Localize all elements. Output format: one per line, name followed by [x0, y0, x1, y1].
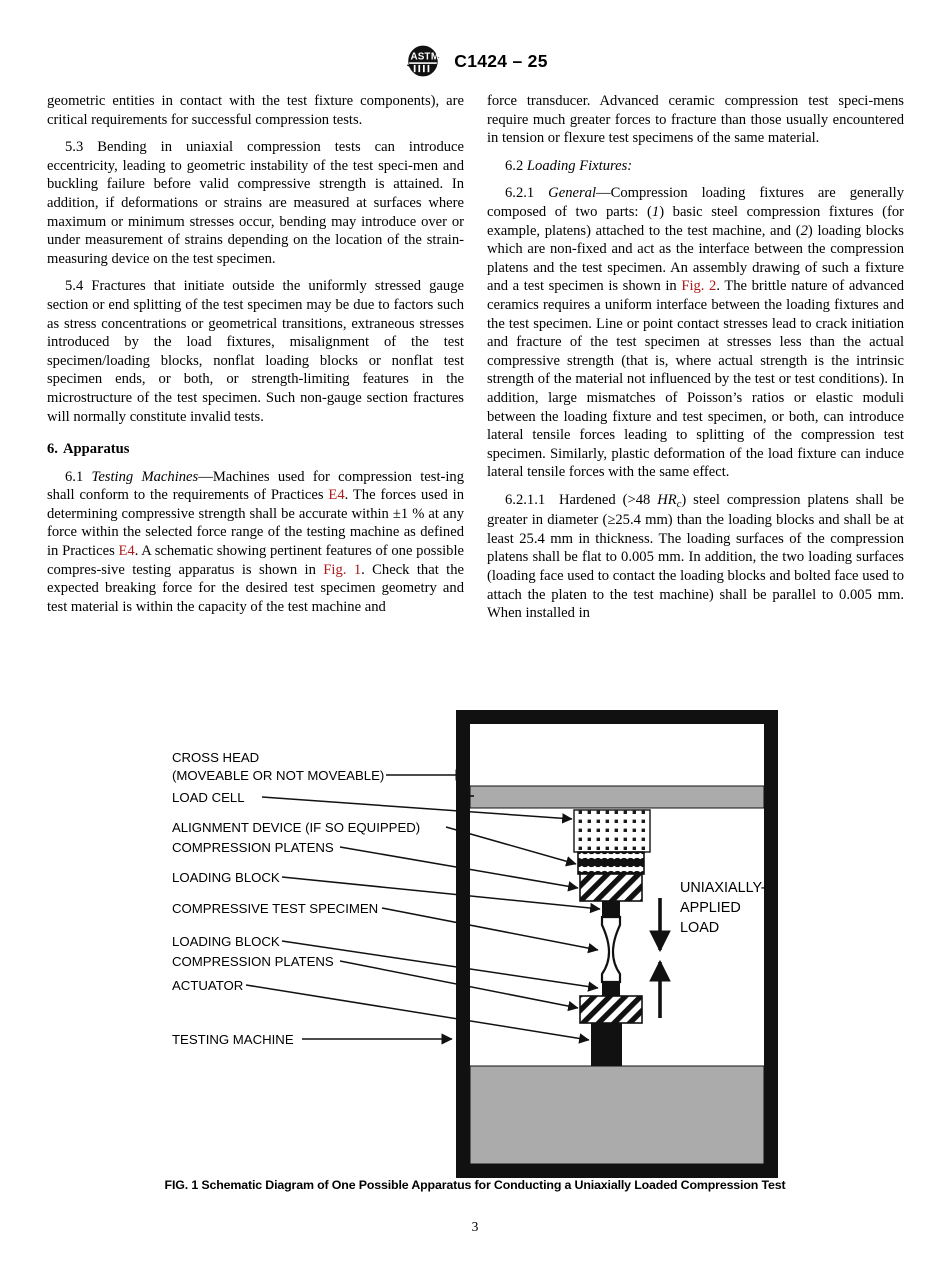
paragraph-continuation-right: force transducer. Advanced ceramic compression test speci-mens require much greater forces to fracture than those usually encountered in tension or flexure test specimens of the same material.	[487, 93, 904, 147]
paragraph-6-1-number: 6.1	[65, 468, 84, 485]
loading-block-lower-component	[602, 982, 620, 996]
paragraph-6-1-text-d: . Check that the expected breaking force for the desired test specimen geometry and test material is within the capacity of the test machine and	[47, 561, 464, 615]
paragraph-6-2-title: Loading Fixtures:	[526, 157, 633, 174]
label-alignment-device: ALIGNMENT DEVICE (IF SO EQUIPPED)	[172, 820, 421, 835]
svg-text:A: A	[410, 51, 418, 63]
label-compressive-test-specimen: COMPRESSIVE TEST SPECIMEN	[172, 901, 379, 916]
paragraph-6-2-1-text-c: ) loading blocks which are non-fixed and act as the interface between the compression platens and the test specimen. An assembly drawing of such a fixture and a test specimen is shown in	[487, 222, 904, 295]
paragraph-6-2-1-1-text-a: Hardened (>48	[558, 491, 658, 508]
compression-platen-lower-component	[580, 996, 642, 1023]
paragraph-6-2-1-title: General	[548, 185, 596, 202]
hardness-symbol: HR	[657, 491, 677, 508]
actuator-component	[591, 1023, 622, 1067]
astm-logo-icon	[402, 45, 444, 77]
label-loading-block-upper: LOADING BLOCK	[172, 870, 280, 885]
section-heading-6	[47, 440, 464, 459]
standard-designation: C1424 – 25	[454, 50, 548, 71]
paragraph-5-4-number: 5.4	[65, 278, 84, 295]
hardness-subscript: c	[676, 498, 682, 510]
link-practices-e4-first[interactable]: E4	[328, 487, 345, 504]
label-loading-block-lower: LOADING BLOCK	[172, 934, 280, 949]
paragraph-6-2-1-1-text-b: ) steel compression platens shall be greater in diameter (≥25.4 mm) than the loading blocks and shall be at least 25.4 mm in thickness. The loading surfaces of the compression platens shall be flat to 0.005 mm. In addition, the two loading surfaces (loading face used to contact the loading blocks and bolted face used to attach the platen to the test machine) shall be parallel to 0.005 mm. When installed in	[487, 491, 905, 622]
load-cell-component	[574, 810, 650, 852]
paragraph-continuation-left: geometric entities in contact with the test fixture components), are critical requirements for successful compression tests.	[47, 93, 464, 128]
uniaxial-load-line-1: UNIAXIALLY-	[680, 880, 766, 896]
paragraph-6-1	[47, 468, 464, 617]
label-cross-head-line-1: CROSS HEAD	[172, 750, 260, 765]
link-fig-2[interactable]: Fig. 2	[681, 278, 717, 295]
figure-1-container	[0, 700, 950, 1220]
label-compression-platens-upper: COMPRESSION PLATENS	[172, 840, 334, 855]
label-testing-machine: TESTING MACHINE	[172, 1032, 294, 1047]
page-number: 3	[471, 1219, 479, 1234]
paragraph-5-3	[47, 138, 464, 268]
paragraph-6-2-1-1	[487, 491, 904, 623]
page-header	[0, 44, 950, 78]
enumerator-1: 1	[651, 203, 660, 220]
uniaxial-load-line-3: LOAD	[680, 920, 720, 936]
loading-block-upper-component	[602, 901, 620, 917]
svg-text:S: S	[418, 51, 425, 63]
paragraph-6-2	[487, 157, 904, 176]
paragraph-6-1-text-b: . The forces used in determining compressive strength shall be accurate within ±1 % at any force within the selected force range of the testing machine as defined in Practices	[47, 487, 464, 560]
label-actuator: ACTUATOR	[172, 978, 244, 993]
paragraph-5-4-text: Fractures that initiate outside the uniformly stressed gauge section or end splitting of the test specimen may be due to factors such as stress concentrations or geometrical transitions, extraneous stresses introduced by the load fixtures, misalignment of the test specimen/loading blocks, nonflat loading blocks or nonflat test specimen ends, or both, or strength-limiting features in the microstructure of the test specimen. Such non-gauge section fractures will normally constitute invalid tests.	[47, 278, 464, 425]
svg-text:M: M	[431, 51, 440, 63]
enumerator-2: 2	[800, 222, 808, 239]
alignment-device-component	[578, 852, 644, 874]
paragraph-6-2-1-number: 6.2.1	[505, 185, 535, 202]
link-practices-e4-second[interactable]: E4	[118, 543, 135, 560]
link-fig-1[interactable]: Fig. 1	[323, 561, 362, 578]
label-cross-head	[172, 750, 384, 783]
cross-head-component	[470, 786, 764, 808]
paragraph-5-3-text: Bending in uniaxial compression tests can introduce eccentricity, leading to geometric instability of the test speci-men and buckling failure before valid compressive strength is attained. In addition, if deformations or strains are measured at surfaces where maximum or minimum stresses occur, bending may introduce over or under measurement of strains depending on the location of the strain-measuring device on the test specimen.	[47, 139, 464, 267]
testing-machine-base	[470, 1066, 764, 1164]
right-column	[487, 92, 904, 623]
paragraph-5-3-number: 5.3	[65, 139, 84, 156]
figure-1-schematic	[0, 700, 950, 1200]
label-compression-platens-lower: COMPRESSION PLATENS	[172, 954, 334, 969]
paragraph-5-4	[47, 277, 464, 426]
paragraph-6-1-text-a: —Machines used for compression test-ing shall conform to the requirements of Practices	[47, 468, 465, 504]
paragraph-6-2-1	[487, 184, 904, 482]
uniaxial-load-line-2: APPLIED	[680, 900, 741, 916]
left-column	[47, 92, 464, 616]
paragraph-6-2-number: 6.2	[505, 157, 524, 174]
label-cross-head-line-2: (MOVEABLE OR NOT MOVEABLE)	[172, 768, 385, 783]
figure-1-caption: FIG. 1 Schematic Diagram of One Possible Apparatus for Conducting a Uniaxially Loaded Compression Test	[164, 1178, 786, 1192]
paragraph-6-1-title: Testing Machines	[91, 468, 199, 485]
paragraph-6-2-1-text-a: —Compression loading fixtures are generally composed of two parts: (	[487, 185, 904, 220]
paragraph-6-2-1-text-d: . The brittle nature of advanced ceramics requires a uniform interface between the loading fixtures and the test specimen. Line or point contact stresses lead to crack initiation and fracture of the test specimen at stresses less than the actual compressive strength (that is, where actual strength is the intrinsic strength of the material not influenced by the test or test conditions). In addition, large mismatches of Poisson’s ratios or elastic moduli between the loading fixture and test specimen, or both, can introduce lateral tensile forces leading to splitting of the compression test specimen. Similarly, plastic deformation of the load fixture can induce lateral tensile forces with the same effect.	[487, 278, 904, 481]
compression-platen-upper-component	[580, 874, 642, 901]
paragraph-6-2-1-text-b: ) basic steel compression fixtures (for example, platens) attached to the test machine, and (	[487, 203, 904, 239]
label-load-cell: LOAD CELL	[172, 790, 245, 805]
paragraph-6-2-1-1-number: 6.2.1.1	[505, 491, 546, 508]
svg-text:T: T	[424, 51, 431, 63]
section-6-number: 6.	[47, 441, 58, 458]
machine-upper-chamber	[470, 724, 764, 784]
section-6-title: Apparatus	[62, 441, 130, 458]
paragraph-6-1-text-c: . A schematic showing pertinent features of one possible compres-sive testing apparatus is shown in	[47, 543, 465, 578]
